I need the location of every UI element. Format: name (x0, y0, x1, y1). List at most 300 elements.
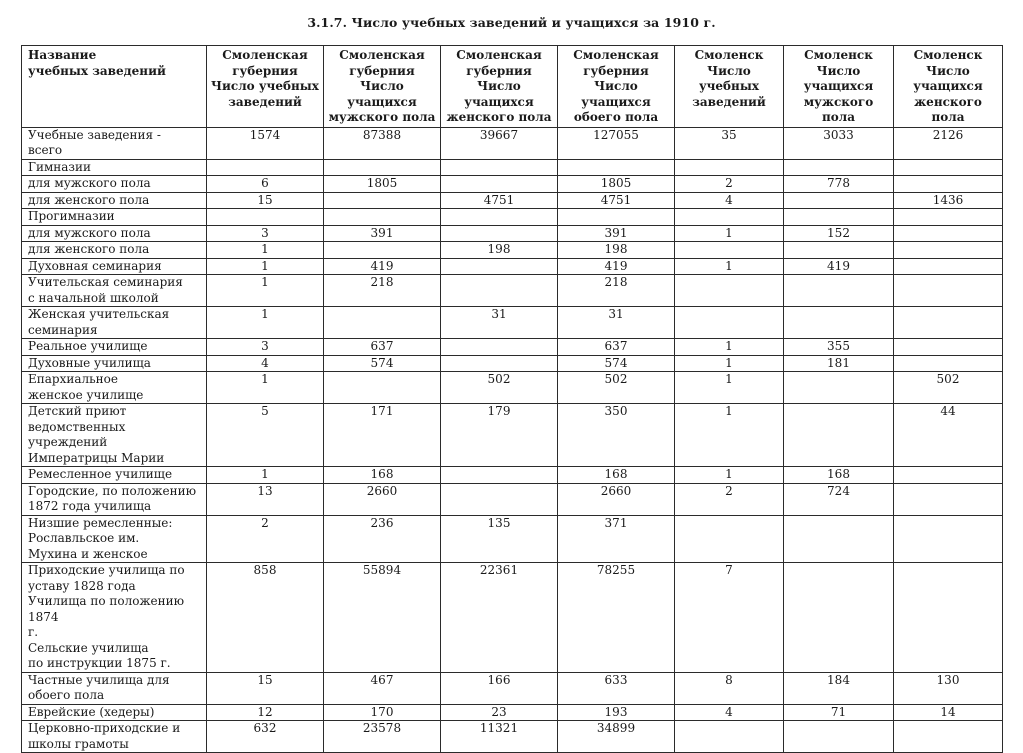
value-text: 391 (604, 225, 628, 240)
value-cell (207, 515, 324, 563)
table-row (22, 307, 1003, 339)
value-cell (558, 355, 675, 372)
value-text: 127055 (593, 127, 639, 142)
value-text: 1 (725, 355, 733, 370)
value-cell (558, 704, 675, 721)
value-text: 23578 (362, 721, 402, 735)
value-text: 350 (604, 404, 628, 418)
value-text: 467 (370, 672, 394, 687)
value-cell (207, 127, 324, 159)
value-cell (675, 159, 784, 176)
value-cell (784, 258, 894, 275)
header-line: Число учащихся (581, 79, 651, 109)
value-cell (784, 721, 894, 753)
value-cell (441, 209, 558, 226)
institution-name-line: Епархиальное (28, 372, 118, 386)
value-text: 858 (253, 563, 277, 577)
value-cell (558, 159, 675, 176)
value-cell (207, 258, 324, 275)
value-text: 15 (257, 672, 273, 687)
value-cell (784, 192, 894, 209)
value-text: 502 (487, 372, 511, 386)
value-cell (441, 467, 558, 484)
value-text: 34899 (596, 721, 636, 735)
table-row (22, 721, 1003, 753)
header-line: Число (707, 63, 751, 78)
value-cell (207, 242, 324, 259)
value-cell (784, 672, 894, 704)
institution-name-line: 1872 года училища (28, 499, 152, 513)
value-cell (784, 404, 894, 467)
value-cell (207, 467, 324, 484)
value-text: 2 (261, 515, 269, 530)
value-cell (558, 563, 675, 673)
value-text: 3 (261, 225, 269, 240)
value-cell (675, 672, 784, 704)
value-cell (324, 307, 441, 339)
value-text: 4751 (600, 192, 632, 207)
value-cell (675, 209, 784, 226)
institution-name-cell (22, 176, 207, 193)
table-row (22, 339, 1003, 356)
value-text: 2660 (366, 483, 398, 498)
value-text: 1574 (249, 127, 281, 142)
institution-name-line: Городские, по положению (28, 483, 197, 498)
value-cell (675, 176, 784, 193)
value-cell (894, 339, 1003, 356)
value-text: 7 (725, 563, 733, 577)
value-text: 166 (487, 672, 511, 687)
header-line: женского пола (914, 94, 982, 124)
value-cell (441, 355, 558, 372)
value-text: 419 (604, 258, 628, 273)
value-text: 39667 (479, 127, 519, 142)
value-cell (784, 467, 894, 484)
header-line: заведений (692, 94, 766, 109)
value-cell (894, 127, 1003, 159)
value-cell (324, 339, 441, 356)
header-line: мужского пола (328, 110, 436, 124)
value-cell (324, 176, 441, 193)
header-line: учащихся (913, 79, 983, 93)
value-text: 5 (261, 404, 269, 418)
institution-name-cell (22, 225, 207, 242)
value-text: 419 (370, 258, 394, 273)
value-cell (784, 225, 894, 242)
value-cell (324, 275, 441, 307)
value-cell (558, 275, 675, 307)
value-cell (207, 483, 324, 515)
value-text: 170 (370, 704, 394, 719)
value-text: 55894 (362, 563, 402, 577)
value-cell (324, 563, 441, 673)
institution-name-cell (22, 127, 207, 159)
institution-name-line: Приходские училища по (28, 563, 185, 577)
institution-name-line: семинария (28, 322, 98, 337)
value-cell (558, 404, 675, 467)
value-cell (784, 275, 894, 307)
value-cell (675, 307, 784, 339)
column-header-4 (558, 46, 675, 128)
value-text: 3033 (823, 127, 854, 142)
institution-name-line: Прогимназии (28, 209, 115, 223)
value-text: 87388 (362, 127, 402, 142)
institution-name-line: Ремесленное училище (28, 467, 173, 481)
value-cell (894, 355, 1003, 372)
value-text: 778 (827, 176, 850, 190)
value-text: 1 (261, 242, 269, 256)
column-header-6 (784, 46, 894, 128)
institution-name-line: Духовные училища (28, 355, 151, 370)
value-text: 633 (604, 672, 628, 687)
value-cell (894, 467, 1003, 484)
value-cell (207, 672, 324, 704)
value-cell (675, 467, 784, 484)
institution-name-cell (22, 515, 207, 563)
value-cell (894, 483, 1003, 515)
value-cell (324, 672, 441, 704)
value-text: 1 (261, 467, 269, 481)
value-text: 236 (370, 515, 394, 530)
institution-name-line: для мужского пола (28, 225, 151, 240)
institution-name-line: для женского пола (28, 192, 150, 207)
value-cell (675, 563, 784, 673)
column-header-5 (675, 46, 784, 128)
value-cell (324, 258, 441, 275)
value-cell (675, 721, 784, 753)
value-cell (894, 672, 1003, 704)
data-table (21, 45, 1003, 753)
value-cell (324, 721, 441, 753)
institution-name-line: ведомственных учреждений (28, 419, 126, 449)
value-cell (784, 483, 894, 515)
institution-name-line: Гимназии (28, 159, 91, 174)
value-cell (207, 339, 324, 356)
value-cell (207, 372, 324, 404)
value-cell (558, 127, 675, 159)
value-cell (441, 159, 558, 176)
table-row (22, 704, 1003, 721)
value-cell (675, 704, 784, 721)
institution-name-line: для женского пола (28, 242, 150, 256)
table-row (22, 159, 1003, 176)
institution-name-line: Еврейские (хедеры) (28, 704, 155, 719)
value-text: 193 (604, 704, 628, 719)
value-cell (324, 355, 441, 372)
institution-name-line: Частные училища для (28, 672, 170, 687)
institution-name-cell (22, 483, 207, 515)
value-text: 1 (725, 225, 733, 240)
value-cell (207, 355, 324, 372)
institution-name-line: с начальной школой (28, 290, 159, 305)
value-cell (324, 515, 441, 563)
institution-name-line: женское училище (28, 387, 144, 402)
column-header-2 (324, 46, 441, 128)
institution-name-line: уставу 1828 года (28, 578, 136, 593)
value-cell (784, 372, 894, 404)
institution-name-cell (22, 275, 207, 307)
value-text: 181 (827, 355, 850, 370)
value-cell (784, 176, 894, 193)
value-cell (894, 563, 1003, 673)
value-cell (558, 672, 675, 704)
header-line: Смоленская (339, 48, 425, 62)
header-line: Смоленск (913, 48, 983, 62)
table-row (22, 275, 1003, 307)
value-cell (324, 704, 441, 721)
value-cell (324, 242, 441, 259)
value-cell (675, 483, 784, 515)
value-text: 1 (725, 258, 733, 273)
value-cell (324, 192, 441, 209)
table-row (22, 483, 1003, 515)
value-text: 1 (725, 339, 733, 353)
value-text: 637 (370, 339, 394, 353)
value-text: 152 (827, 225, 850, 240)
value-cell (441, 192, 558, 209)
value-text: 355 (827, 339, 850, 353)
value-cell (894, 192, 1003, 209)
institution-name-line: Учебные заведения - (28, 127, 161, 142)
institution-name-line: Учительская семинария (28, 275, 183, 289)
value-cell (441, 258, 558, 275)
value-cell (441, 127, 558, 159)
value-cell (784, 704, 894, 721)
institution-name-line: Рославльское им. (28, 531, 140, 545)
value-text: 15 (257, 192, 273, 207)
value-text: 1 (725, 372, 733, 386)
header-line: учащихся (803, 79, 874, 93)
header-line: учебных заведений (28, 63, 166, 78)
value-cell (207, 225, 324, 242)
value-cell (675, 275, 784, 307)
institution-name-cell (22, 355, 207, 372)
table-row (22, 192, 1003, 209)
value-text: 22361 (479, 563, 519, 577)
value-text: 168 (370, 467, 394, 481)
value-cell (324, 225, 441, 242)
value-text: 23 (491, 704, 507, 719)
table-row (22, 355, 1003, 372)
institution-name-cell (22, 307, 207, 339)
table-row (22, 176, 1003, 193)
value-text: 168 (604, 467, 628, 481)
column-header-name (22, 46, 207, 128)
header-line: женского пола (446, 110, 552, 124)
value-text: 71 (830, 704, 847, 719)
institution-name-line: всего (28, 143, 63, 157)
value-cell (894, 372, 1003, 404)
table-row (22, 467, 1003, 484)
value-cell (441, 372, 558, 404)
value-cell (894, 515, 1003, 563)
header-line: Число учащихся (347, 79, 417, 109)
header-line: Смоленская (456, 48, 542, 62)
header-line: Число (926, 63, 970, 78)
table-row (22, 258, 1003, 275)
value-cell (675, 339, 784, 356)
value-cell (894, 721, 1003, 753)
institution-name-line: по инструкции 1875 г. (28, 656, 171, 670)
value-cell (207, 563, 324, 673)
value-text: 171 (370, 404, 394, 418)
value-cell (324, 372, 441, 404)
institution-name-line: Духовная семинария (28, 258, 162, 273)
institution-name-line: Сельские училища (28, 640, 149, 655)
institution-name-cell (22, 672, 207, 704)
value-text: 4 (261, 355, 269, 370)
value-cell (675, 192, 784, 209)
value-text: 168 (827, 467, 850, 481)
institution-name-cell (22, 339, 207, 356)
value-text: 2126 (932, 127, 964, 142)
institution-name-line: Императрицы Марии (28, 450, 165, 465)
header-line: Смоленск (804, 48, 873, 62)
table-row (22, 404, 1003, 467)
value-cell (441, 339, 558, 356)
institution-name-line: Церковно-приходские и (28, 721, 181, 735)
value-cell (441, 225, 558, 242)
value-cell (558, 372, 675, 404)
value-text: 637 (604, 339, 628, 353)
value-text: 1 (261, 258, 269, 273)
value-cell (441, 483, 558, 515)
value-cell (784, 159, 894, 176)
value-text: 1805 (600, 176, 632, 190)
value-cell (324, 483, 441, 515)
value-cell (894, 225, 1003, 242)
value-text: 198 (487, 242, 511, 256)
value-cell (558, 225, 675, 242)
value-cell (324, 159, 441, 176)
value-cell (207, 159, 324, 176)
institution-name-line: Училища по положению 1874 (28, 594, 185, 624)
value-cell (207, 192, 324, 209)
value-cell (324, 127, 441, 159)
institution-name-cell (22, 467, 207, 484)
institution-name-cell (22, 242, 207, 259)
value-cell (784, 242, 894, 259)
value-cell (207, 275, 324, 307)
header-line: Число учебных (211, 79, 319, 93)
institution-name-cell (22, 563, 207, 673)
value-cell (675, 127, 784, 159)
value-text: 78255 (596, 563, 636, 577)
value-cell (784, 355, 894, 372)
value-text: 4 (725, 704, 733, 719)
value-text: 13 (257, 483, 273, 498)
value-cell (894, 209, 1003, 226)
value-text: 14 (940, 704, 956, 719)
value-cell (558, 176, 675, 193)
value-text: 44 (940, 404, 956, 418)
header-line: учебных (698, 79, 760, 93)
value-text: 1 (261, 372, 269, 386)
header-line: губерния (349, 63, 415, 78)
value-cell (784, 127, 894, 159)
table-row (22, 209, 1003, 226)
value-text: 391 (370, 225, 394, 240)
value-text: 724 (827, 483, 850, 498)
value-text: 12 (257, 704, 273, 719)
value-cell (784, 515, 894, 563)
value-cell (558, 209, 675, 226)
value-cell (894, 307, 1003, 339)
institution-name-line: обоего пола (28, 688, 105, 702)
column-header-7 (894, 46, 1003, 128)
value-cell (784, 209, 894, 226)
value-text: 1805 (366, 176, 398, 190)
institution-name-cell (22, 372, 207, 404)
column-header-3 (441, 46, 558, 128)
table-row (22, 515, 1003, 563)
value-cell (558, 721, 675, 753)
value-cell (675, 404, 784, 467)
value-cell (675, 355, 784, 372)
value-text: 130 (936, 672, 960, 687)
value-cell (558, 192, 675, 209)
institution-name-line: Низшие ремесленные: (28, 515, 173, 530)
value-text: 1 (261, 307, 269, 321)
value-cell (784, 339, 894, 356)
value-cell (675, 372, 784, 404)
table-title: 3.1.7. Число учебных заведений и учащихся за 1910 г. (307, 15, 716, 30)
value-cell (558, 242, 675, 259)
header-line: Смоленская (573, 48, 659, 62)
value-cell (675, 225, 784, 242)
value-cell (558, 339, 675, 356)
table-row (22, 127, 1003, 159)
value-cell (558, 467, 675, 484)
value-text: 31 (491, 307, 507, 321)
value-cell (441, 515, 558, 563)
header-line: губерния (466, 63, 532, 78)
header-line: Смоленск (694, 48, 764, 62)
header-line: обоего пола (573, 110, 659, 124)
value-cell (441, 275, 558, 307)
value-cell (894, 404, 1003, 467)
value-text: 2660 (600, 483, 632, 498)
value-cell (558, 515, 675, 563)
value-cell (441, 672, 558, 704)
value-text: 574 (370, 355, 394, 370)
value-text: 198 (604, 242, 628, 256)
value-cell (441, 307, 558, 339)
institution-name-cell (22, 404, 207, 467)
value-text: 502 (936, 372, 960, 386)
table-row (22, 672, 1003, 704)
institution-name-line: для мужского пола (28, 176, 151, 190)
institution-name-line: г. (28, 625, 39, 639)
value-cell (894, 258, 1003, 275)
value-text: 371 (604, 515, 628, 530)
value-cell (324, 404, 441, 467)
value-cell (558, 258, 675, 275)
table-row (22, 372, 1003, 404)
value-cell (894, 704, 1003, 721)
institution-name-cell (22, 721, 207, 753)
header-line: Число учащихся (464, 79, 534, 109)
value-cell (784, 307, 894, 339)
value-cell (784, 563, 894, 673)
value-text: 502 (604, 372, 628, 386)
value-text: 6 (261, 176, 269, 190)
value-cell (207, 209, 324, 226)
value-text: 1 (725, 467, 733, 481)
value-text: 11321 (479, 721, 519, 735)
value-text: 3 (261, 339, 269, 353)
value-cell (207, 307, 324, 339)
